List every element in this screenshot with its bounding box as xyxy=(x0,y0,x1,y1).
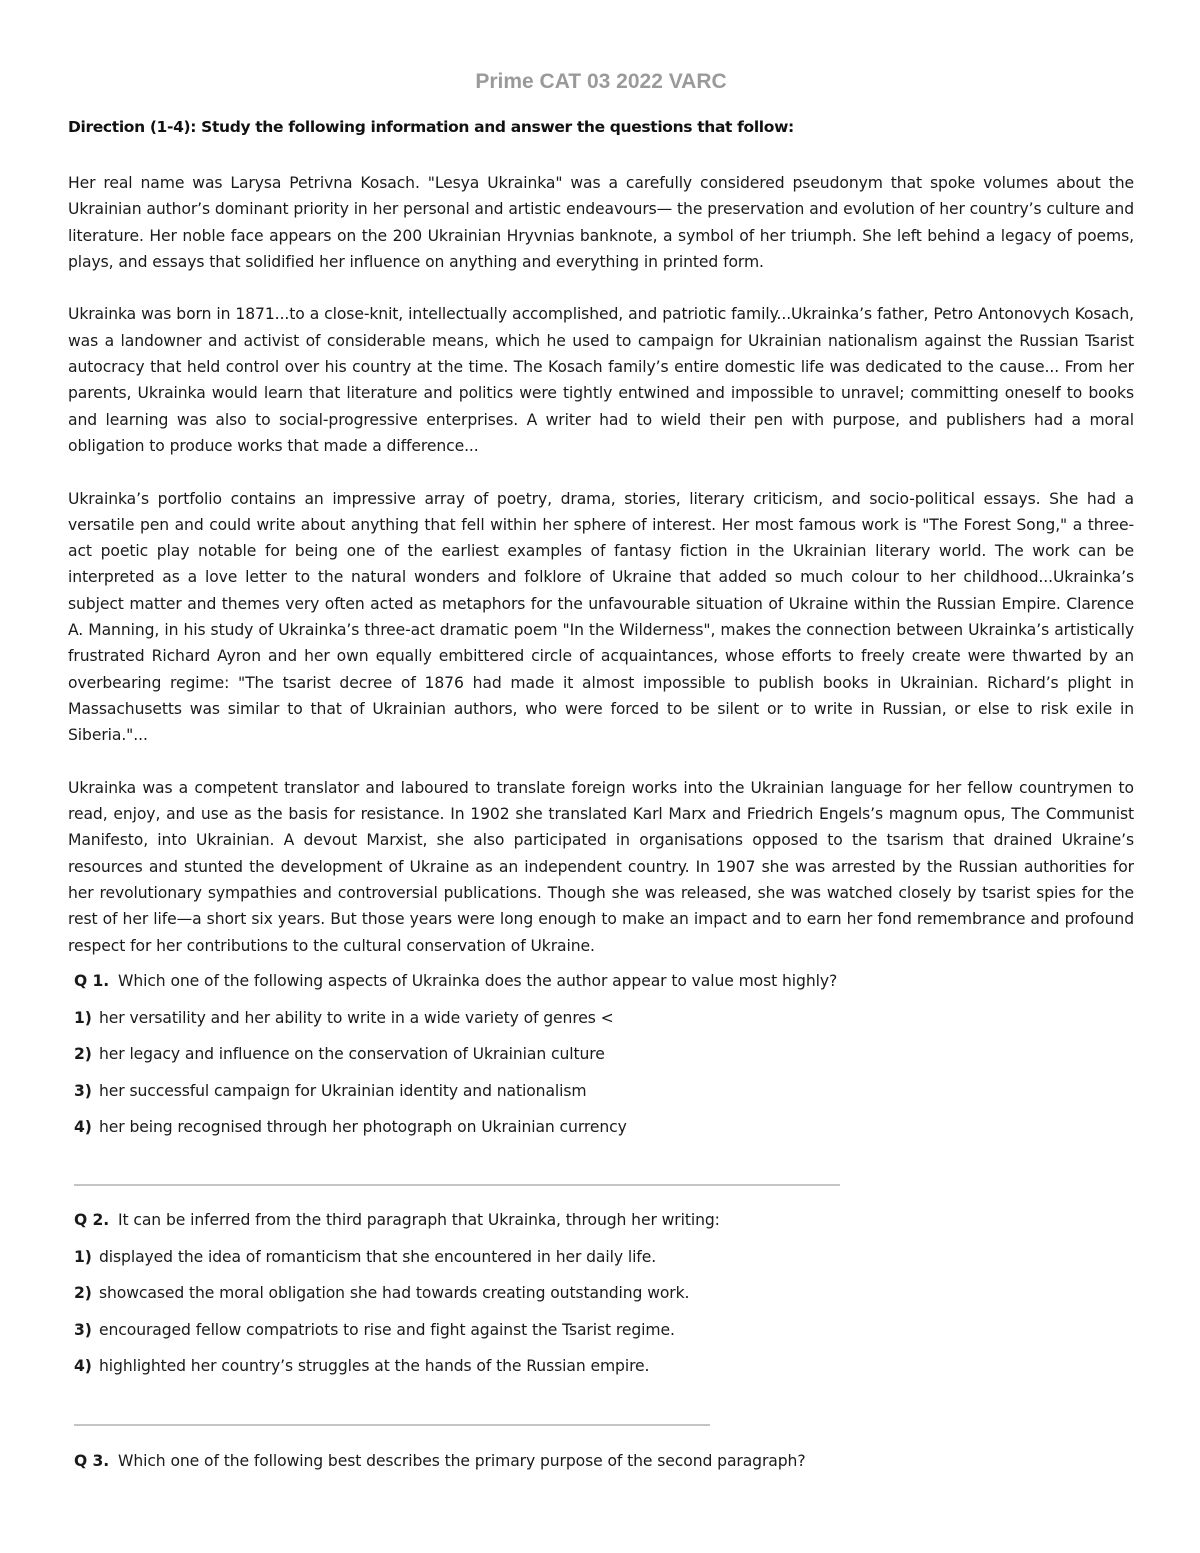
question-1 xyxy=(68,972,1134,1155)
passage-paragraph-1: Her real name was Larysa Petrivna Kosach. "Lesya Ukrainka" was a carefully considered pseudonym that spoke volumes about the Ukrainian author’s dominant priority in her personal and artistic endeavours— the preservation and evolution of her country’s culture and literature. Her noble face appears on the 200 Ukrainian Hryvnias banknote, a symbol of her triumph. She left behind a legacy of poems, plays, and essays that solidified her influence on anything and everything in printed form. xyxy=(68,174,1134,271)
option-number: 4) xyxy=(74,1118,92,1136)
option-number: 1) xyxy=(74,1247,92,1266)
question-number: Q 2. xyxy=(74,1211,110,1229)
option-number: 3) xyxy=(74,1320,92,1339)
option-text: her legacy and influence on the conservation of Ukrainian culture xyxy=(99,1045,605,1063)
option-2[interactable] xyxy=(68,1045,1134,1082)
question-text: It can be inferred from the third paragraph that Ukrainka, through her writing: xyxy=(118,1211,720,1229)
option-number: 2) xyxy=(74,1284,92,1302)
option-text: her successful campaign for Ukrainian identity and nationalism xyxy=(99,1081,587,1100)
question-3 xyxy=(68,1452,1134,1489)
question-divider xyxy=(74,1424,710,1426)
option-number: 1) xyxy=(74,1008,92,1027)
question-stem xyxy=(68,1211,1134,1248)
option-1[interactable] xyxy=(68,1248,1134,1285)
question-text: Which one of the following aspects of Ukrainka does the author appear to value most highly? xyxy=(118,972,838,990)
passage-paragraph-2: Ukrainka was born in 1871...to a close-knit, intellectually accomplished, and patriotic family...Ukrainka’s father, Petro Antonovych Kosach, was a landowner and activist of considerable means, which he used to campaign for Ukrainian nationalism against the Russian Tsarist autocracy that held control over his country at the time. The Kosach family’s entire domestic life was dedicated to the cause... From her parents, Ukrainka would learn that literature and politics were tightly entwined and impossible to unravel; committing oneself to books and learning was also to social-progressive enterprises. A writer had to wield their pen with purpose, and publishers had a moral obligation to produce works that made a difference... xyxy=(68,305,1134,455)
question-divider xyxy=(74,1184,840,1186)
option-text: her being recognised through her photograph on Ukrainian currency xyxy=(99,1118,627,1136)
passage-paragraph-3: Ukrainka’s portfolio contains an impressive array of poetry, drama, stories, literary criticism, and socio-political essays. She had a versatile pen and could write about anything that fell within her sphere of interest. Her most famous work is "The Forest Song," a three-act poetic play notable for being one of the earliest examples of fantasy fiction in the Ukrainian literary world. The work can be interpreted as a love letter to the natural wonders and folklore of Ukraine that added so much colour to her childhood...Ukrainka’s subject matter and themes very often acted as metaphors for the unfavourable situation of Ukraine within the Russian Empire. Clarence A. Manning, in his study of Ukrainka’s three-act dramatic poem "In the Wilderness", makes the connection between Ukrainka’s artistically frustrated Richard Ayron and her own equally embittered circle of acquaintances, whose efforts to freely create were thwarted by an overbearing regime: "The tsarist decree of 1876 had made it almost impossible to publish books in Ukrainian. Richard’s plight in Massachusetts was similar to that of Ukrainian authors, who were forced to be silent or to write in Russian, or else to risk exile in Siberia."... xyxy=(68,489,1134,745)
option-text: highlighted her country’s struggles at the hands of the Russian empire. xyxy=(99,1357,650,1375)
passage-paragraph-4: Ukrainka was a competent translator and laboured to translate foreign works into the Ukrainian language for her fellow countrymen to read, enjoy, and use as the basis for resistance. In 1902 she translated Karl Marx and Friedrich Engels’s magnum opus, The Communist Manifesto, into Ukrainian. A devout Marxist, she also participated in organisations opposed to the tsarism that drained Ukraine’s resources and stunted the development of Ukraine as an independent country. In 1907 she was arrested by the Russian authorities for her revolutionary sympathies and controversial publications. Though she was released, she was watched closely by tsarist spies for the rest of her life—a short six years. But those years were long enough to make an impact and to earn her fond remembrance and profound respect for her contributions to the cultural conservation of Ukraine. xyxy=(68,778,1134,955)
option-4[interactable] xyxy=(68,1357,1134,1394)
option-text: encouraged fellow compatriots to rise and fight against the Tsarist regime. xyxy=(99,1320,675,1339)
question-2 xyxy=(68,1211,1134,1394)
question-stem xyxy=(68,972,1134,1009)
option-4[interactable] xyxy=(68,1118,1134,1155)
page-title: Prime CAT 03 2022 VARC xyxy=(475,70,727,93)
question-stem xyxy=(68,1452,1134,1489)
option-text: her versatility and her ability to write in a wide variety of genres < xyxy=(99,1008,614,1027)
option-3[interactable] xyxy=(68,1321,1134,1358)
question-number: Q 3. xyxy=(74,1452,110,1470)
direction-text: Direction (1-4): Study the following information and answer the questions that follow: xyxy=(68,118,794,136)
option-1[interactable] xyxy=(68,1009,1134,1046)
question-text: Which one of the following best describes the primary purpose of the second paragraph? xyxy=(118,1452,806,1470)
passage xyxy=(68,170,1134,959)
option-text: displayed the idea of romanticism that she encountered in her daily life. xyxy=(99,1247,657,1266)
option-2[interactable] xyxy=(68,1284,1134,1321)
option-number: 3) xyxy=(74,1081,92,1100)
option-3[interactable] xyxy=(68,1082,1134,1119)
option-number: 4) xyxy=(74,1357,92,1375)
option-text: showcased the moral obligation she had towards creating outstanding work. xyxy=(99,1284,690,1302)
option-number: 2) xyxy=(74,1045,92,1063)
question-number: Q 1. xyxy=(74,972,110,990)
